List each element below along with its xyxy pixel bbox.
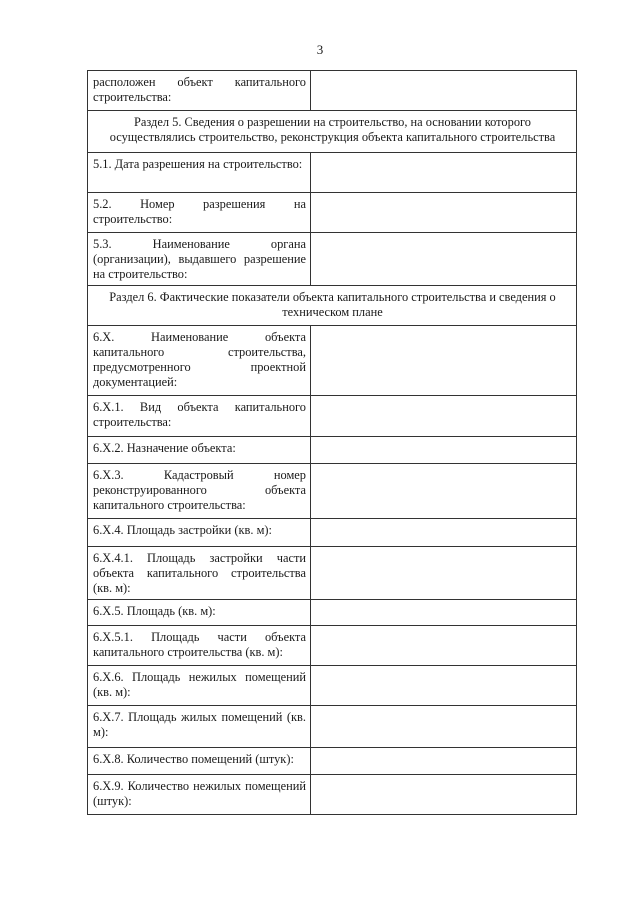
field-value-cell[interactable] [311,626,577,666]
field-value-cell[interactable] [311,666,577,706]
field-value-cell[interactable] [311,547,577,600]
table-row [88,519,577,547]
field-value-cell[interactable] [311,153,577,193]
field-value-cell[interactable] [311,464,577,519]
table-row [88,775,577,815]
field-value-cell[interactable] [311,519,577,547]
table-row [88,437,577,464]
form-table [87,70,577,815]
field-value-cell[interactable] [311,748,577,775]
table-row [88,464,577,519]
table-row [88,626,577,666]
field-value-cell[interactable] [311,233,577,286]
section-header-row [88,286,577,326]
field-value-cell[interactable] [311,437,577,464]
field-label: 6.X.1. Вид объекта капитального строительства: [88,396,311,437]
field-label: 6.X.6. Площадь нежилых помещений (кв. м): [88,666,311,706]
section-header-row [88,111,577,153]
table-row [88,748,577,775]
table-row [88,233,577,286]
field-label: 5.2. Номер разрешения на строительство: [88,193,311,233]
table-row [88,666,577,706]
field-label: 6.X.5.1. Площадь части объекта капитального строительства (кв. м): [88,626,311,666]
field-label: 5.1. Дата разрешения на строительство: [88,153,311,193]
field-label: 6.X.9. Количество нежилых помещений (штук): [88,775,311,815]
field-label: 6.X. Наименование объекта капитального строительства, предусмотренного проектной документацией: [88,326,311,396]
table-row [88,71,577,111]
field-value-cell[interactable] [311,600,577,626]
table-row [88,600,577,626]
field-label: 6.X.2. Назначение объекта: [88,437,311,464]
table-row [88,547,577,600]
field-label: 6.X.8. Количество помещений (штук): [88,748,311,775]
table-row [88,193,577,233]
field-label: 6.X.7. Площадь жилых помещений (кв. м): [88,706,311,748]
field-value-cell[interactable] [311,71,577,111]
field-value-cell[interactable] [311,193,577,233]
section-title: Раздел 5. Сведения о разрешении на строительство, на основании которого осуществлялись строительство, реконструкция объекта капитального строительства [88,111,577,153]
field-label: 5.3. Наименование органа (организации), выдавшего разрешение на строительство: [88,233,311,286]
section-title: Раздел 6. Фактические показатели объекта капитального строительства и сведения о техническом плане [88,286,577,326]
field-label: 6.X.5. Площадь (кв. м): [88,600,311,626]
field-label: 6.X.3. Кадастровый номер реконструированного объекта капитального строительства: [88,464,311,519]
field-label: 6.X.4. Площадь застройки (кв. м): [88,519,311,547]
table-row [88,153,577,193]
field-value-cell[interactable] [311,396,577,437]
table-row [88,706,577,748]
field-value-cell[interactable] [311,326,577,396]
field-label: расположен объект капитального строительства: [88,71,311,111]
field-value-cell[interactable] [311,706,577,748]
field-value-cell[interactable] [311,775,577,815]
table-row [88,326,577,396]
page-number: 3 [316,42,324,57]
field-label: 6.X.4.1. Площадь застройки части объекта капитального строительства (кв. м): [88,547,311,600]
table-row [88,396,577,437]
form-table-body [88,71,577,815]
